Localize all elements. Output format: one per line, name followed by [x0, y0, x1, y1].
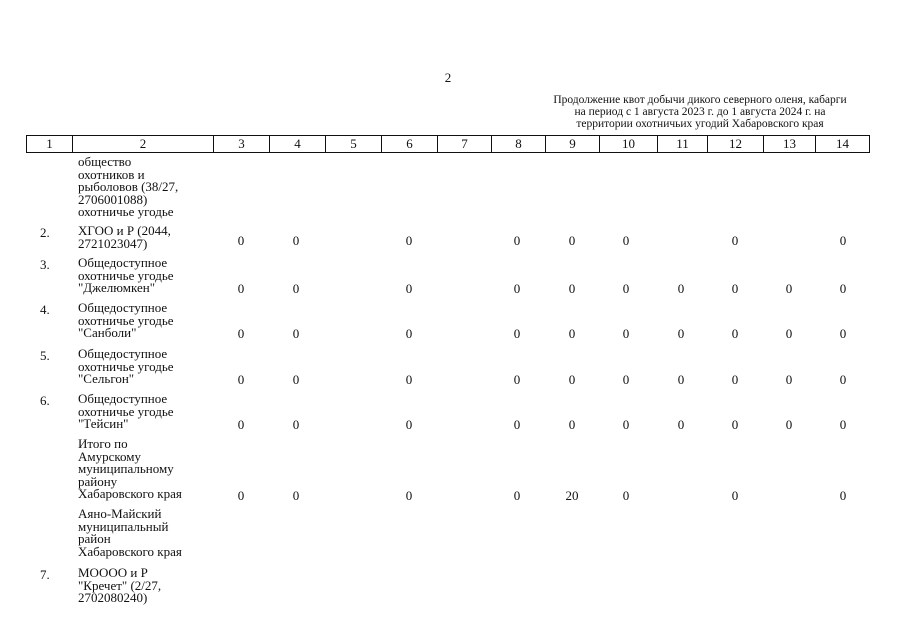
- value-cell: 0: [513, 281, 521, 296]
- value-cell: 0: [405, 417, 413, 432]
- row-name: [78, 348, 228, 386]
- row-name-line: муниципальный: [78, 518, 169, 534]
- value-cell: 0: [513, 233, 521, 248]
- row-name-line: общество: [78, 154, 132, 169]
- value-cell: 0: [568, 233, 576, 248]
- header-cell: 10: [600, 136, 658, 153]
- row-name: [78, 567, 228, 605]
- value-cell: 0: [839, 488, 847, 503]
- row-name: [78, 393, 228, 431]
- value-cell: 0: [292, 488, 300, 503]
- row-number: 4.: [40, 302, 50, 317]
- value-cell: 0: [292, 417, 300, 432]
- value-cell: 0: [292, 326, 300, 341]
- row-number: 7.: [40, 567, 50, 582]
- row-name: [78, 302, 228, 340]
- header-cell: 14: [816, 136, 870, 153]
- value-cell: 0: [622, 281, 630, 296]
- header-cell: 2: [73, 136, 214, 153]
- header-cell: 4: [270, 136, 326, 153]
- value-cell: 0: [839, 417, 847, 432]
- row-name-line: охотничье угодье: [78, 204, 174, 219]
- row-name-line: ХГОО и Р (2044,: [78, 223, 171, 238]
- value-cell: 0: [622, 372, 630, 387]
- row-name-line: "Кречет" (2/27,: [78, 577, 162, 593]
- column-number-header: [26, 135, 870, 153]
- value-cell: 0: [839, 326, 847, 341]
- caption-line: Продолжение квот добычи дикого северного оленя, кабарги: [553, 94, 847, 106]
- row-name-line: 2706001088): [78, 191, 148, 207]
- row-name-line: охотников и: [78, 166, 145, 182]
- value-cell: 0: [568, 372, 576, 387]
- value-cell: 0: [622, 488, 630, 503]
- row-name: [78, 438, 228, 501]
- header-cell: 11: [658, 136, 708, 153]
- table-caption: [530, 94, 870, 130]
- value-cell: 0: [839, 281, 847, 296]
- value-cell: 0: [237, 233, 245, 248]
- header-cell: 5: [326, 136, 382, 153]
- value-cell: 0: [405, 233, 413, 248]
- header-cell: 9: [546, 136, 600, 153]
- row-name-line: Аяно-Майский: [78, 506, 162, 521]
- row-name-line: "Сельгон": [78, 371, 135, 386]
- row-name-line: охотничье угодье: [78, 403, 174, 419]
- value-cell: 0: [731, 281, 739, 296]
- row-name: [78, 508, 228, 558]
- value-cell: 0: [622, 417, 630, 432]
- value-cell: 0: [513, 326, 521, 341]
- row-name-line: Амурскому: [78, 448, 142, 464]
- row-name-line: "Джелюмкен": [78, 280, 156, 295]
- caption-line: территории охотничьих угодий Хабаровского края: [576, 118, 824, 130]
- value-cell: 0: [405, 372, 413, 387]
- caption-line: на период с 1 августа 2023 г. до 1 августа 2024 г. на: [574, 106, 826, 118]
- row-name-line: Общедоступное: [78, 346, 168, 361]
- header-cell: 13: [764, 136, 816, 153]
- value-cell: 0: [622, 326, 630, 341]
- row-name: [78, 225, 228, 250]
- row-name-line: району: [78, 473, 118, 489]
- value-cell: 0: [292, 233, 300, 248]
- value-cell: 0: [677, 372, 685, 387]
- value-cell: 0: [731, 488, 739, 503]
- value-cell: 0: [785, 326, 793, 341]
- value-cell: 0: [513, 417, 521, 432]
- value-cell: 0: [568, 417, 576, 432]
- row-name-line: МОООО и Р: [78, 565, 148, 580]
- row-name-line: рыболовов (38/27,: [78, 179, 179, 194]
- header-cell: 8: [492, 136, 546, 153]
- value-cell: 0: [292, 372, 300, 387]
- value-cell: 0: [292, 281, 300, 296]
- row-name-line: охотничье угодье: [78, 267, 174, 283]
- value-cell: 0: [237, 417, 245, 432]
- value-cell: 0: [731, 372, 739, 387]
- row-name-line: Хабаровского края: [78, 486, 182, 501]
- value-cell: 20: [565, 488, 579, 503]
- header-cell: 1: [27, 136, 73, 153]
- header-cell: 7: [438, 136, 492, 153]
- row-name-line: Хабаровского края: [78, 543, 182, 559]
- value-cell: 0: [568, 326, 576, 341]
- row-number: 5.: [40, 348, 50, 363]
- row-name-line: муниципальному: [78, 461, 174, 476]
- header-cell: 12: [708, 136, 764, 153]
- value-cell: 0: [568, 281, 576, 296]
- row-number: 6.: [40, 393, 50, 408]
- value-cell: 0: [731, 233, 739, 248]
- value-cell: 0: [785, 417, 793, 432]
- row-name-line: 2702080240): [78, 590, 148, 605]
- value-cell: 0: [513, 488, 521, 503]
- row-name-line: "Санболи": [78, 325, 137, 340]
- page-number: 2: [444, 70, 452, 85]
- value-cell: 0: [405, 488, 413, 503]
- row-name-line: Общедоступное: [78, 300, 168, 315]
- row-name-line: охотничье угодье: [78, 312, 174, 328]
- value-cell: 0: [237, 488, 245, 503]
- header-cell: 6: [382, 136, 438, 153]
- row-name-line: Общедоступное: [78, 391, 168, 406]
- value-cell: 0: [785, 281, 793, 296]
- value-cell: 0: [839, 233, 847, 248]
- row-name-line: 2721023047): [78, 235, 148, 251]
- row-name-line: район: [78, 531, 111, 546]
- value-cell: 0: [237, 326, 245, 341]
- row-number: 2.: [40, 225, 50, 240]
- value-cell: 0: [237, 372, 245, 387]
- value-cell: 0: [677, 326, 685, 341]
- row-name-line: Итого по: [78, 436, 128, 451]
- value-cell: 0: [731, 326, 739, 341]
- value-cell: 0: [237, 281, 245, 296]
- row-name-line: охотничье угодье: [78, 358, 174, 374]
- value-cell: 0: [677, 281, 685, 296]
- value-cell: 0: [839, 372, 847, 387]
- value-cell: 0: [622, 233, 630, 248]
- row-number: 3.: [40, 257, 50, 272]
- value-cell: 0: [731, 417, 739, 432]
- value-cell: 0: [405, 281, 413, 296]
- header-cell: 3: [214, 136, 270, 153]
- value-cell: 0: [785, 372, 793, 387]
- value-cell: 0: [405, 326, 413, 341]
- row-name: [78, 257, 228, 295]
- row-name-line: "Тейсин": [78, 416, 129, 431]
- row-name: [78, 156, 228, 219]
- value-cell: 0: [513, 372, 521, 387]
- row-name-line: Общедоступное: [78, 255, 168, 270]
- value-cell: 0: [677, 417, 685, 432]
